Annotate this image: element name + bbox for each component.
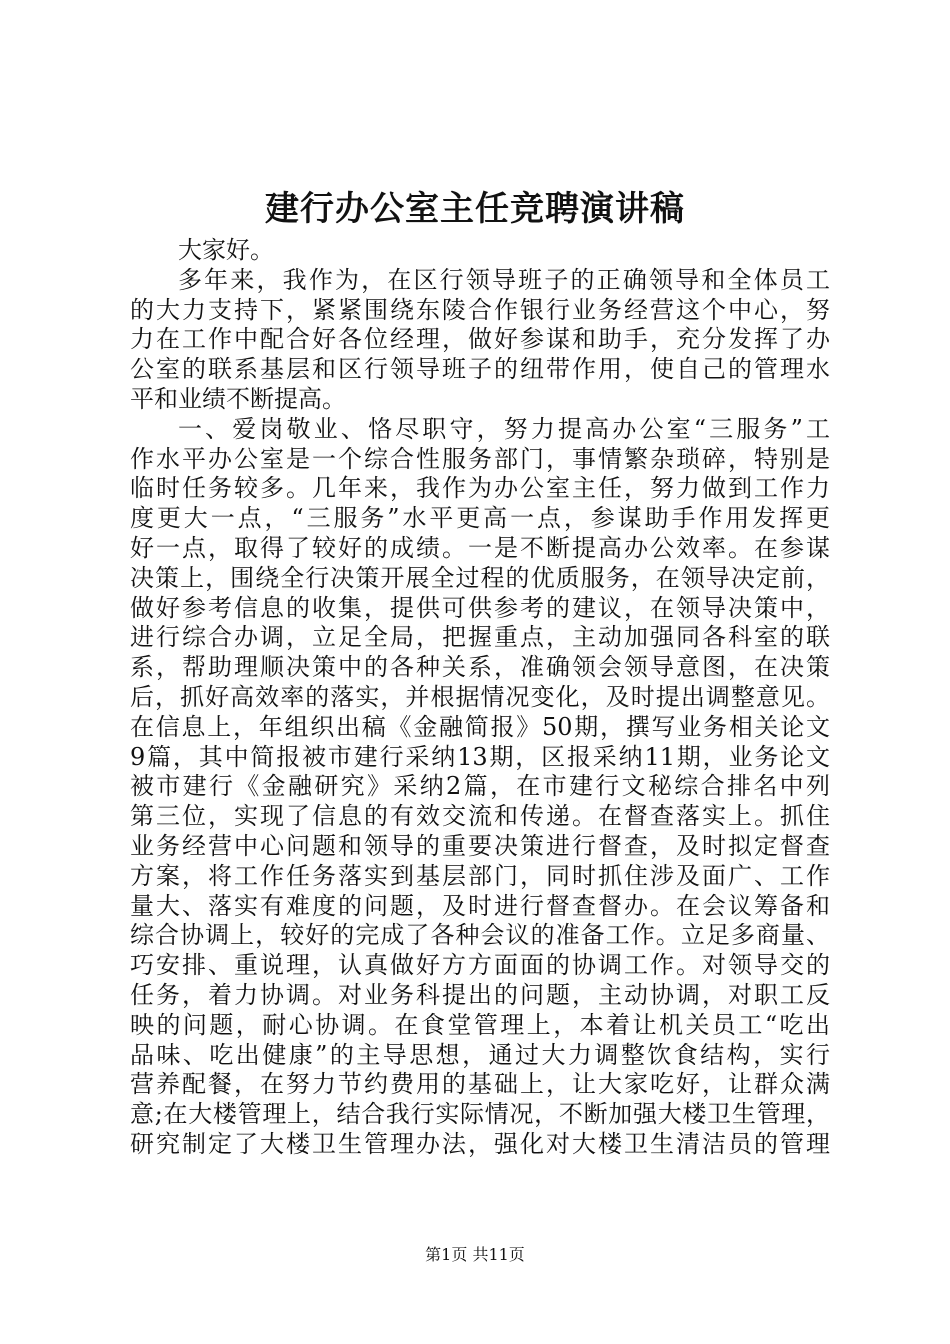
body-line: 营养配餐，在努力节约费用的基础上，让大家吃好，让群众满 bbox=[130, 1070, 830, 1099]
body-line: 第三位，实现了信息的有效交流和传递。在督查落实上。抓住 bbox=[130, 802, 830, 831]
document-body bbox=[130, 236, 830, 1160]
body-line: 平和业绩不断提高。 bbox=[130, 384, 346, 413]
body-line: 意;在大楼管理上，结合我行实际情况，不断加强大楼卫生管理， bbox=[130, 1100, 830, 1129]
body-line: 公室的联系基层和区行领导班子的纽带作用，使自己的管理水 bbox=[130, 355, 830, 384]
body-line: 一、爱岗敬业、恪尽职守，努力提高办公室“三服务”工 bbox=[178, 414, 830, 443]
body-line: 方案，将工作任务落实到基层部门，同时抓住涉及面广、工作 bbox=[130, 861, 830, 890]
body-line: 研究制定了大楼卫生管理办法，强化对大楼卫生清洁员的管理 bbox=[130, 1129, 830, 1158]
body-line: 后，抓好高效率的落实，并根据情况变化，及时提出调整意见。 bbox=[130, 682, 830, 711]
body-line: 业务经营中心问题和领导的重要决策进行督查，及时拟定督查 bbox=[130, 831, 830, 860]
body-line: 任务，着力协调。对业务科提出的问题，主动协调，对职工反 bbox=[130, 980, 830, 1009]
body-line: 映的问题，耐心协调。在食堂管理上，本着让机关员工“吃出 bbox=[130, 1010, 830, 1039]
body-line: 力在工作中配合好各位经理，做好参谋和助手，充分发挥了办 bbox=[130, 325, 830, 354]
body-line: 综合协调上，较好的完成了各种会议的准备工作。立足多商量、 bbox=[130, 921, 830, 950]
body-line: 度更大一点，“三服务”水平更高一点，参谋助手作用发挥更 bbox=[130, 504, 830, 533]
body-line: 系，帮助理顺决策中的各种关系，准确领会领导意图，在决策 bbox=[130, 653, 830, 682]
body-line: 作水平办公室是一个综合性服务部门，事情繁杂琐碎，特别是 bbox=[130, 444, 830, 473]
body-line: 被市建行《金融研究》采纳2篇，在市建行文秘综合排名中列 bbox=[130, 772, 830, 801]
body-line: 大家好。 bbox=[178, 236, 274, 264]
body-line: 9篇，其中简报被市建行采纳13期，区报采纳11期，业务论文 bbox=[130, 742, 830, 771]
body-line: 临时任务较多。几年来，我作为办公室主任，努力做到工作力 bbox=[130, 474, 830, 503]
body-line: 好一点，取得了较好的成绩。一是不断提高办公效率。在参谋 bbox=[130, 533, 830, 562]
body-line: 做好参考信息的收集，提供可供参考的建议，在领导决策中， bbox=[130, 593, 830, 622]
document-title: 建行办公室主任竞聘演讲稿 bbox=[265, 189, 685, 229]
body-line: 决策上，围绕全行决策开展全过程的优质服务，在领导决定前， bbox=[130, 563, 830, 592]
body-line: 的大力支持下，紧紧围绕东陵合作银行业务经营这个中心，努 bbox=[130, 295, 830, 324]
body-line: 品味、吃出健康”的主导思想，通过大力调整饮食结构，实行 bbox=[130, 1040, 830, 1069]
body-line: 进行综合办调，立足全局，把握重点，主动加强同各科室的联 bbox=[130, 623, 830, 652]
body-line: 量大、落实有难度的问题，及时进行督查督办。在会议筹备和 bbox=[130, 891, 830, 920]
body-line: 在信息上，年组织出稿《金融简报》50期，撰写业务相关论文 bbox=[130, 712, 830, 741]
body-line: 多年来，我作为，在区行领导班子的正确领导和全体员工 bbox=[178, 265, 830, 294]
page-footer: 第1页 共11页 bbox=[425, 1245, 525, 1264]
body-line: 巧安排、重说理，认真做好方方面面的协调工作。对领导交的 bbox=[130, 951, 830, 980]
